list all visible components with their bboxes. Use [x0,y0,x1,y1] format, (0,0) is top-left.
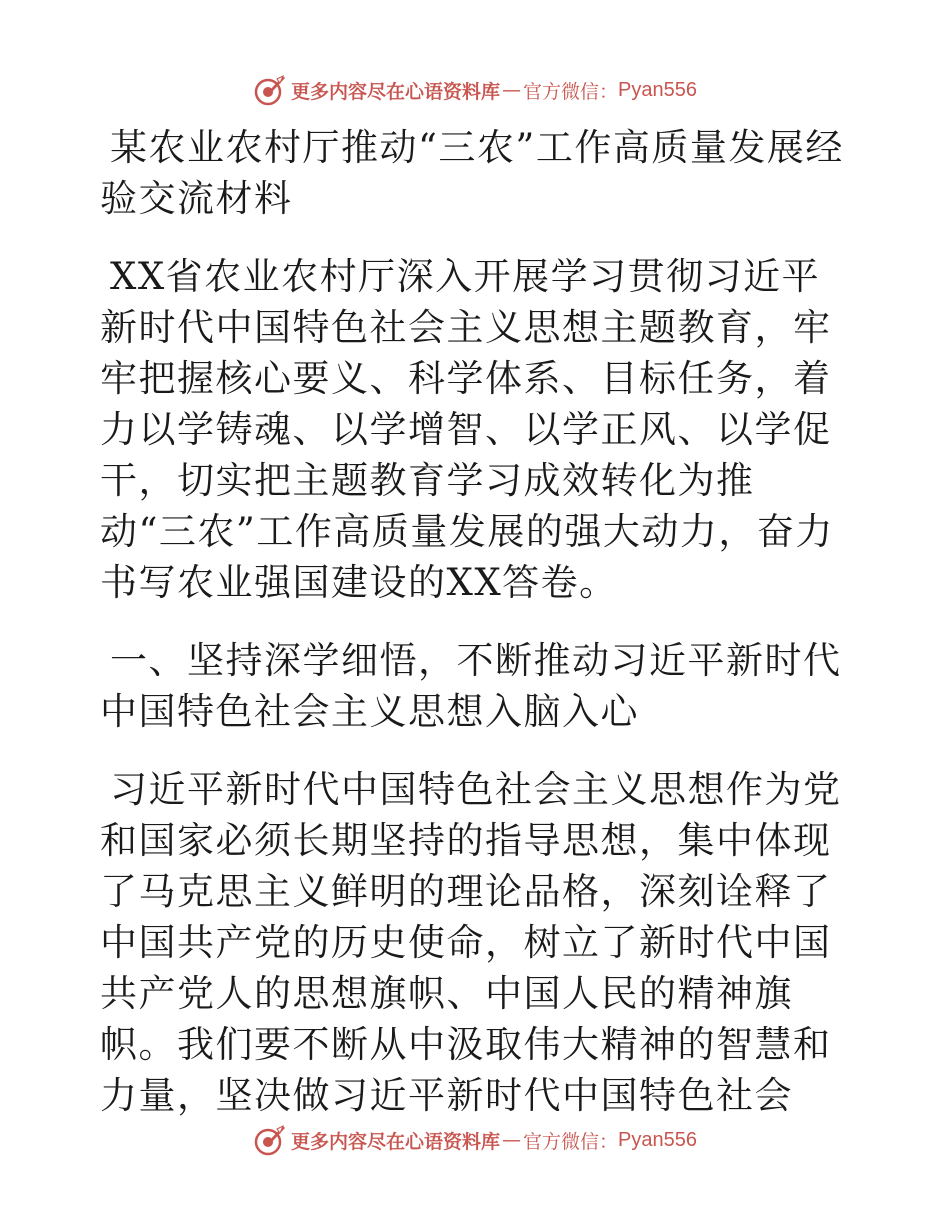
quill-logo-icon [253,73,287,107]
watermark-wechat-label: 官方微信： [523,1130,619,1153]
footer-watermark-banner [0,1120,950,1160]
section-1-heading: 一、坚持深学细悟，不断推动习近平新时代中国特色社会主义思想入脑入心 [100,639,842,733]
intro-paragraph: XX省农业农村厅深入开展学习贯彻习近平新时代中国特色社会主义思想主题教育，牢牢把握核心要义、科学体系、目标任务，着力以学铸魂、以学增智、以学正风、以学促干，切实把主题教育学习成效转化为推动“三农”工作高质量发展的强大动力，奋力书写农业强国建设的XX答卷。 [100,255,834,604]
watermark-brand-text: 更多内容尽在心语资料库 [291,1130,501,1153]
header-watermark-banner [0,70,950,110]
section-1-paragraph: 习近平新时代中国特色社会主义思想作为党和国家必须长期坚持的指导思想，集中体现了马克思主义鲜明的理论品格，深刻诠释了中国共产党的历史使命，树立了新时代中国共产党人的思想旗帜、中国人民的精神旗帜。我们要不断从中汲取伟大精神的智慧和力量，坚决做习近平新时代中国特色社会 [100,768,842,1117]
watermark-wechat-id: Pyan556 [618,78,697,101]
watermark-dash: — [502,79,522,101]
document-title: 某农业农村厅推动“三农”工作高质量发展经验交流材料 [100,126,844,220]
watermark-dash: — [502,1129,522,1151]
document-body [100,122,850,1121]
quill-logo-icon [253,1123,287,1157]
watermark-wechat-id: Pyan556 [618,1128,697,1151]
watermark-wechat-label: 官方微信： [523,80,619,103]
watermark-brand-text: 更多内容尽在心语资料库 [291,80,501,103]
